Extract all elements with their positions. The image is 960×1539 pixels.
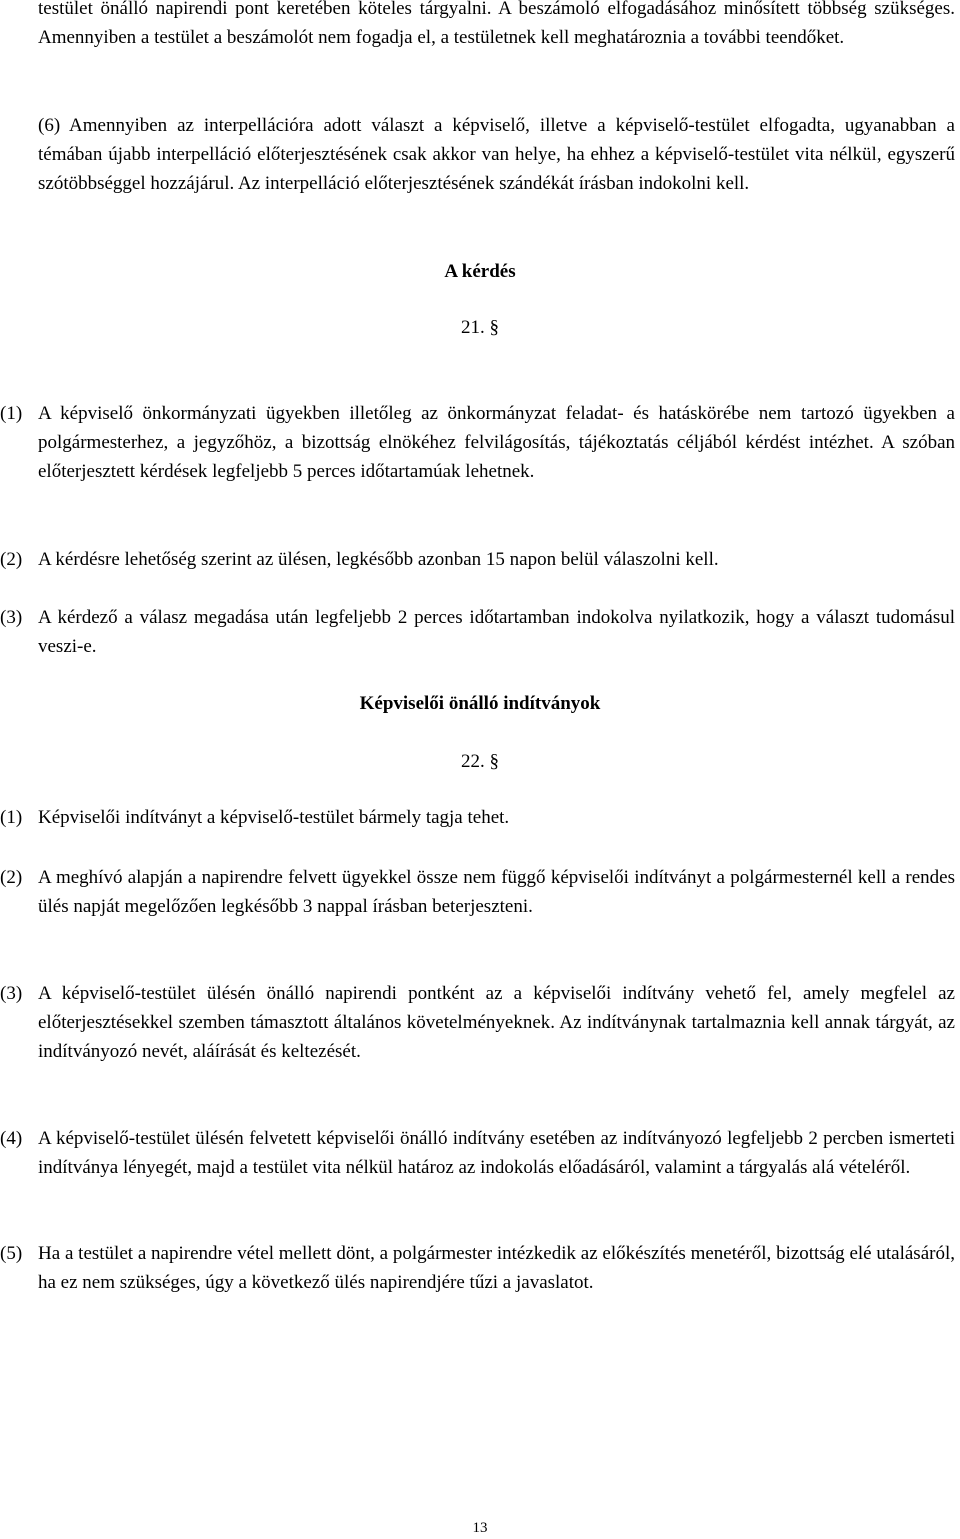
section-number-22: 22. § [461, 751, 499, 772]
paragraph-text: A képviselő önkormányzati ügyekben illetőleg az önkormányzat feladat- és hatáskörébe nem tartozó ügyekben a polgármesterhez, a jegyzőhöz, a bizottság elnökéhez felvilágosítás, tájékoztatás céljából kérdést intézhet. A szóban előterjesztett kérdések legfeljebb 5 perces időtartamúak lehetnek. [38, 403, 955, 482]
paragraph-text: A kérdésre lehetőség szerint az ülésen, legkésőbb azonban 15 napon belül válaszolni kell. [38, 549, 719, 570]
paragraph-number: (1) [0, 403, 23, 424]
paragraph-text: A képviselő-testület ülésén önálló napirendi pontként az a képviselői indítvány vehető fel, amely megfelel az előterjesztésekkel szemben támasztott általános követelményeknek. Az indítványnak tartalmaznia kell annak tárgyát, az indítványozó nevét, aláírását és keltezését. [38, 983, 955, 1062]
intro-paragraph: testület önálló napirendi pont keretében köteles tárgyalni. A beszámoló elfogadásához minősített többség szükséges. Amennyiben a testület a beszámolót nem fogadja el, a testületnek kell meghatároznia a további teendőket. [38, 0, 955, 48]
paragraph-22-4 [0, 1124, 955, 1182]
paragraph-text: Ha a testület a napirendre vétel mellett dönt, a polgármester intézkedik az előkészítés menetéről, bizottság elé utalásáról, ha ez nem szükséges, úgy a következő ülés napirendjére tűzi a javaslatot. [38, 1243, 955, 1293]
paragraph-text: Képviselői indítványt a képviselő-testület bármely tagja tehet. [38, 807, 510, 828]
paragraph-21-2 [0, 545, 955, 574]
paragraph-21-3 [0, 603, 955, 661]
paragraph-22-5 [0, 1239, 955, 1297]
paragraph-number: (5) [0, 1243, 23, 1264]
paragraph-number: (3) [0, 983, 23, 1004]
paragraph-number: (2) [0, 867, 23, 888]
paragraph-6: (6) Amennyiben az interpellációra adott választ a képviselő, illetve a képviselő-testület elfogadta, ugyanabban a témában újabb interpelláció előterjesztésének csak akkor van helye, ha ehhez a képviselő-testület vita nélkül, egyszerű szótöbbséggel hozzájárul. Az interpelláció előterjesztésének szándékát írásban indokolni kell. [38, 115, 955, 194]
paragraph-number: (4) [0, 1128, 23, 1149]
paragraph-22-1 [0, 803, 955, 832]
section-heading-a-kerdes: A kérdés [444, 261, 516, 282]
section-heading-inditvanyok: Képviselői önálló indítványok [359, 693, 601, 714]
paragraph-number: (3) [0, 607, 23, 628]
paragraph-number: (1) [0, 807, 23, 828]
section-number-21: 21. § [461, 317, 499, 338]
paragraph-text: A meghívó alapján a napirendre felvett ügyekkel össze nem függő képviselői indítványt a polgármesternél kell a rendes ülés napját megelőzően legkésőbb 3 nappal írásban beterjeszteni. [38, 867, 955, 917]
paragraph-22-2 [0, 863, 955, 921]
paragraph-21-1 [0, 399, 955, 486]
paragraph-text: A képviselő-testület ülésén felvetett képviselői önálló indítvány esetében az indítványozó legfeljebb 2 percben ismerteti indítványa lényegét, majd a testület vita nélkül határoz az indokolás előadásáról, valamint a tárgyalás alá vételéről. [38, 1128, 955, 1178]
paragraph-number: (2) [0, 549, 23, 570]
paragraph-22-3 [0, 979, 955, 1066]
paragraph-text: A kérdező a válasz megadása után legfeljebb 2 perces időtartamban indokolva nyilatkozik, hogy a választ tudomásul veszi-e. [38, 607, 955, 657]
page-number: 13 [472, 1520, 488, 1536]
